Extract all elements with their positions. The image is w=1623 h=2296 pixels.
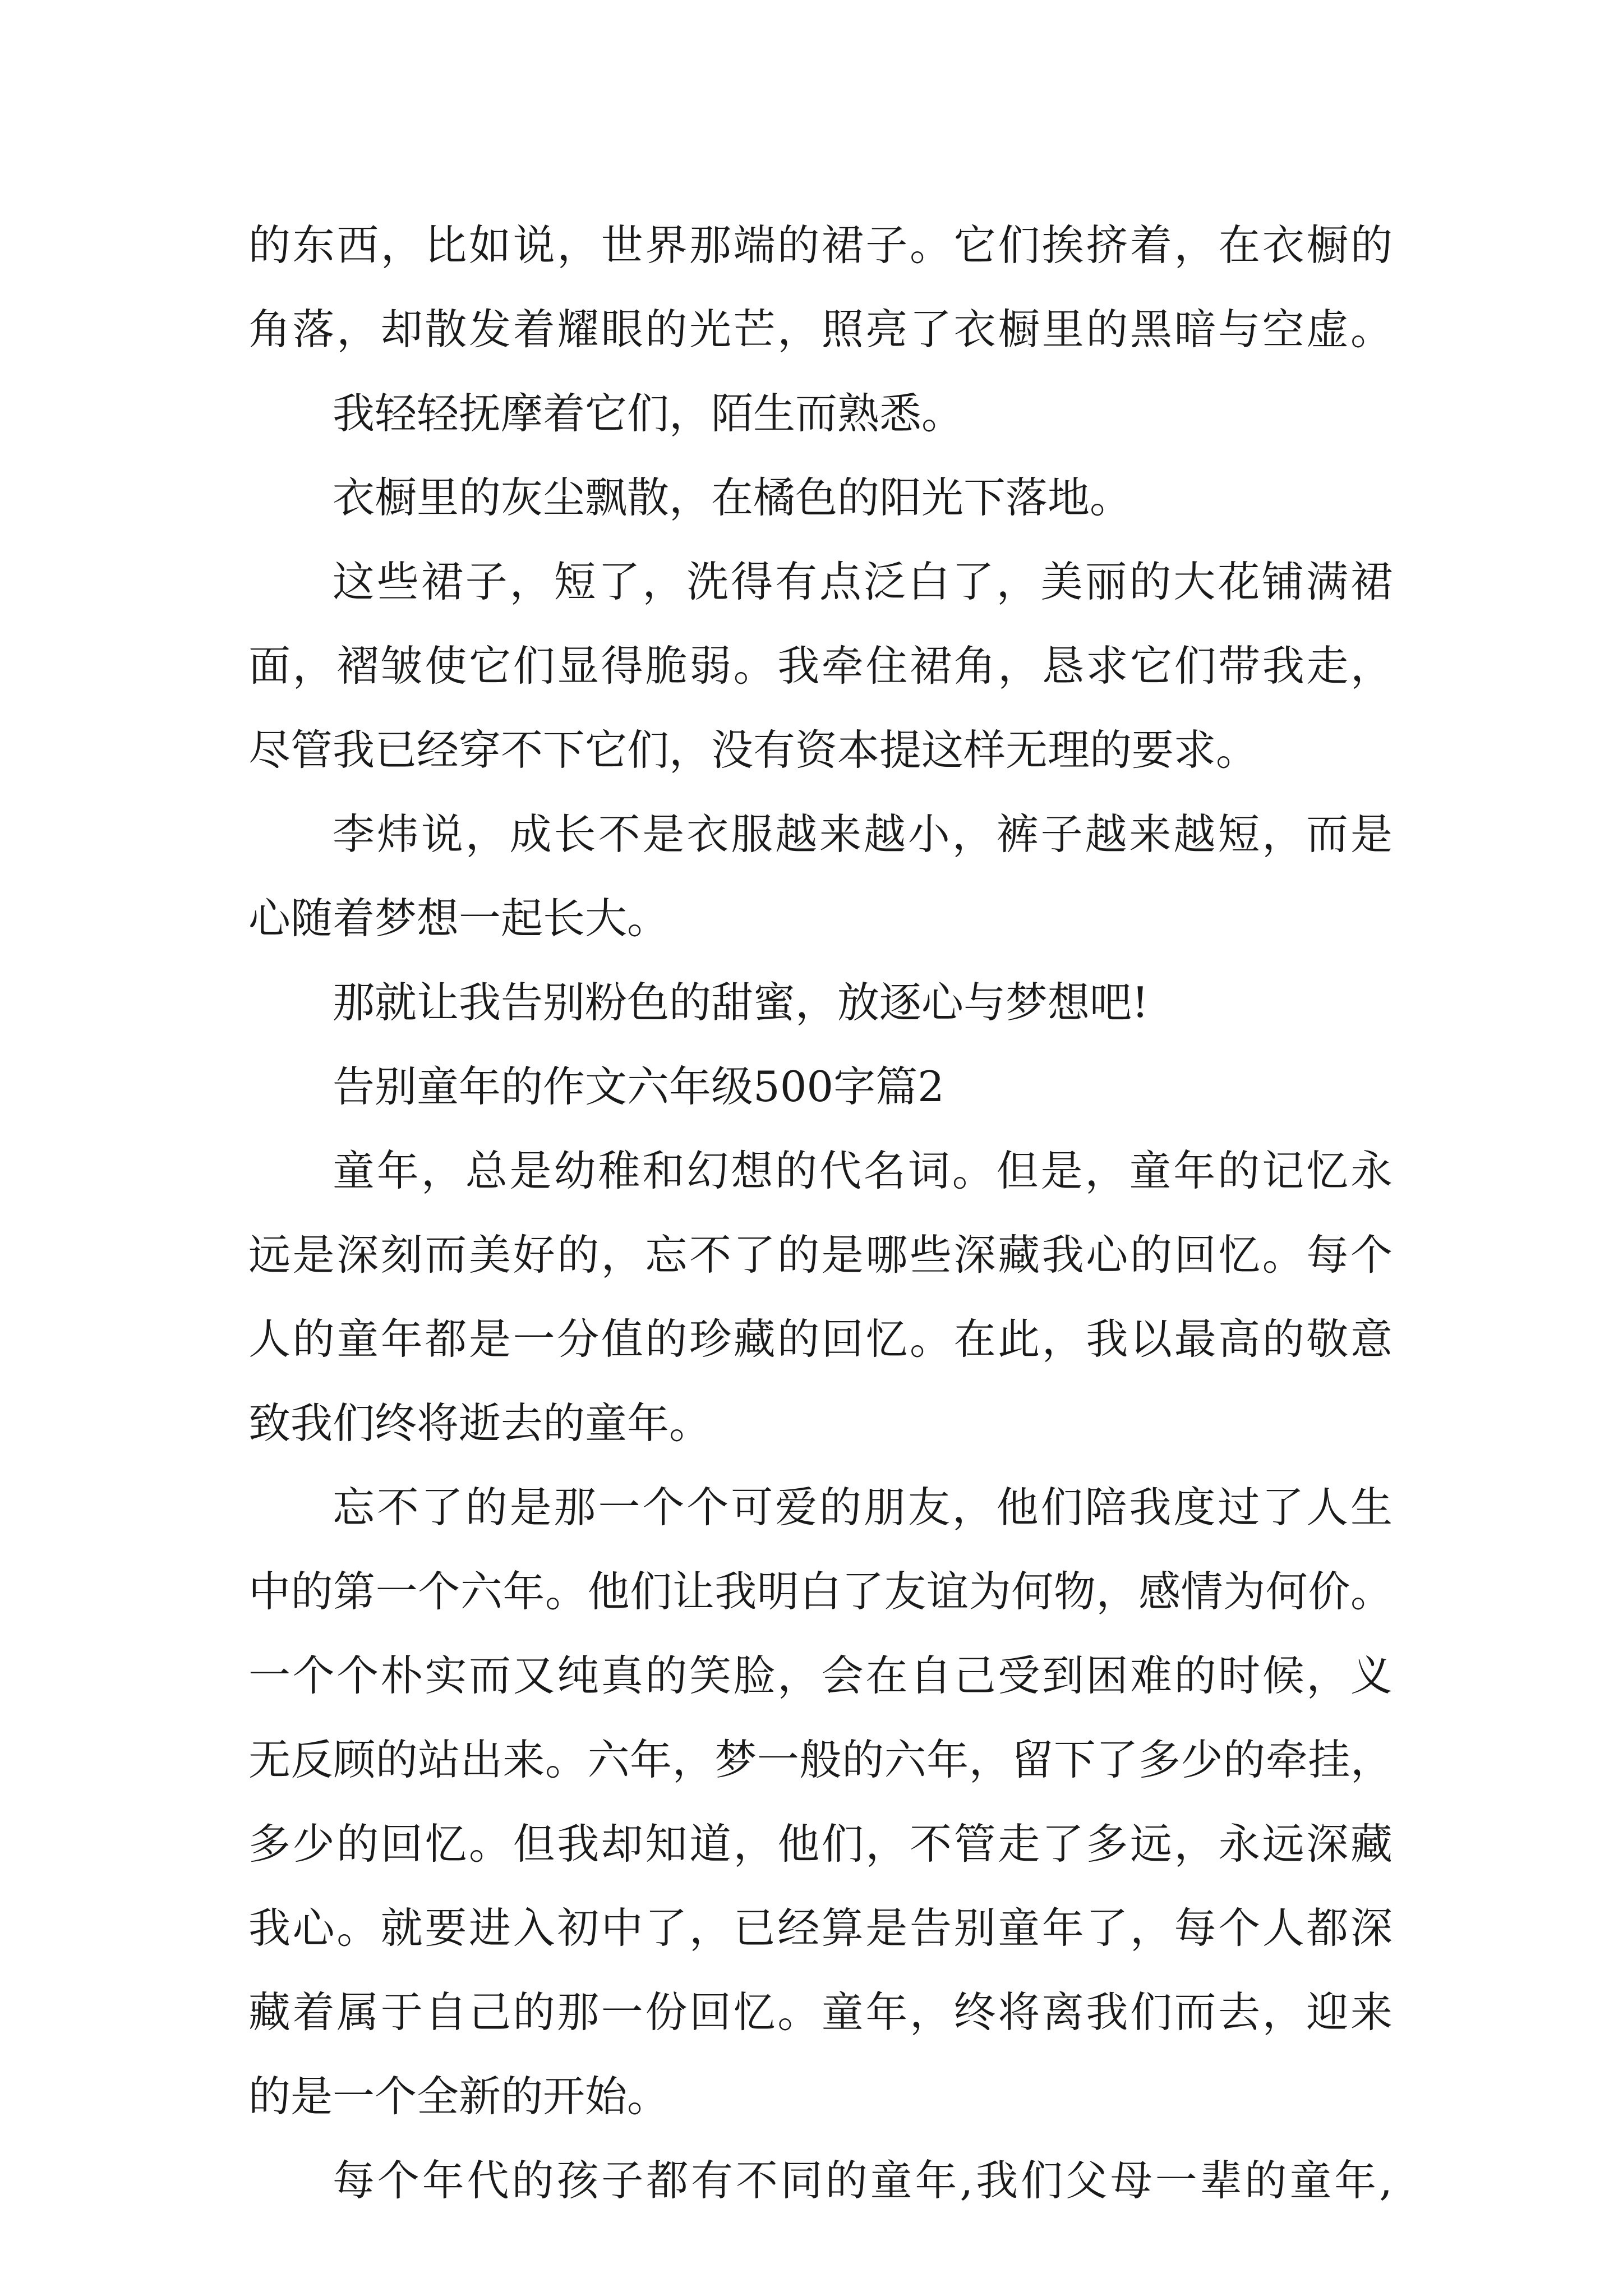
text-line: 的东西，比如说，世界那端的裙子。它们挨挤着，在衣橱的 bbox=[248, 220, 1393, 270]
text-line: 远是深刻而美好的，忘不了的是哪些深藏我心的回忆。每个 bbox=[248, 1230, 1393, 1280]
text-line: 忘不了的是那一个个可爱的朋友，他们陪我度过了人生 bbox=[333, 1483, 1393, 1532]
text-line: 李炜说，成长不是衣服越来越小，裤子越来越短，而是 bbox=[333, 809, 1393, 859]
text-line: 的是一个全新的开始。 bbox=[248, 2072, 670, 2121]
text-line: 衣橱里的灰尘飘散，在橘色的阳光下落地。 bbox=[333, 473, 1132, 522]
text-line: 一个个朴实而又纯真的笑脸，会在自己受到困难的时候，义 bbox=[248, 1651, 1393, 1700]
text-line: 藏着属于自己的那一份回忆。童年，终将离我们而去，迎来 bbox=[248, 1987, 1393, 2037]
text-line: 多少的回忆。但我却知道，他们，不管走了多远，永远深藏 bbox=[248, 1819, 1393, 1869]
section-heading: 告别童年的作文六年级500字篇2 bbox=[333, 1062, 944, 1111]
text-line: 心随着梦想一起长大。 bbox=[248, 894, 670, 943]
text-line: 无反顾的站出来。六年，梦一般的六年，留下了多少的牵挂， bbox=[248, 1735, 1393, 1784]
text-line: 每个年代的孩子都有不同的童年,我们父母一辈的童年, bbox=[333, 2156, 1393, 2205]
text-line: 尽管我已经穿不下它们，没有资本提这样无理的要求。 bbox=[248, 725, 1258, 775]
text-line: 我轻轻抚摩着它们，陌生而熟悉。 bbox=[333, 389, 964, 438]
text-line: 致我们终将逝去的童年。 bbox=[248, 1398, 712, 1448]
text-line: 那就让我告别粉色的甜蜜，放逐心与梦想吧! bbox=[333, 978, 1149, 1027]
text-line: 面，褶皱使它们显得脆弱。我牵住裙角，恳求它们带我走， bbox=[248, 641, 1393, 691]
text-line: 角落，却散发着耀眼的光芒，照亮了衣橱里的黑暗与空虚。 bbox=[248, 305, 1393, 354]
text-line: 中的第一个六年。他们让我明白了友谊为何物，感情为何价。 bbox=[248, 1567, 1393, 1616]
text-line: 童年，总是幼稚和幻想的代名词。但是，童年的记忆永 bbox=[333, 1146, 1393, 1195]
text-line: 人的童年都是一分值的珍藏的回忆。在此，我以最高的敬意 bbox=[248, 1314, 1393, 1364]
text-line: 这些裙子，短了，洗得有点泛白了，美丽的大花铺满裙 bbox=[333, 557, 1393, 606]
text-line: 我心。就要进入初中了，已经算是告别童年了，每个人都深 bbox=[248, 1903, 1393, 1953]
